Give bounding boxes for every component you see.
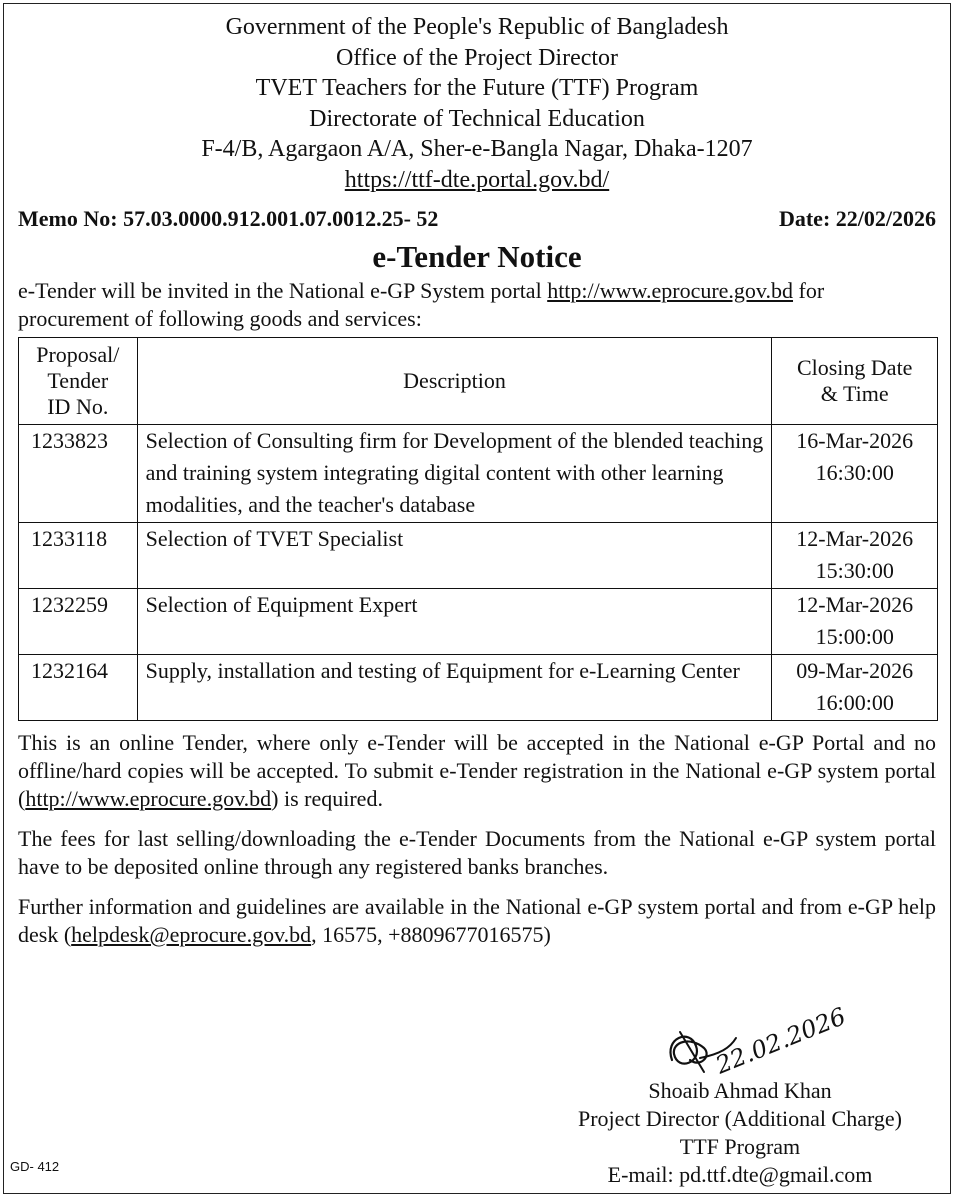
signatory-block	[540, 1077, 940, 1189]
signatory-designation: Project Director (Additional Charge)	[578, 1106, 902, 1131]
header-id-line1: Proposal/	[36, 342, 120, 367]
tender-description: Selection of Equipment Expert	[137, 589, 772, 655]
table-row	[19, 655, 938, 721]
header-date-line1: Closing Date	[796, 355, 913, 380]
address-line: F-4/B, Agargaon A/A, Sher-e-Bangla Nagar, Dhaka-1207	[201, 136, 753, 162]
intro-after: for procurement of following goods and services:	[18, 278, 825, 331]
p3-after: , 16575, +8809677016575)	[311, 922, 551, 947]
memo-date: Date: 22/02/2026	[778, 206, 936, 231]
tender-closing	[772, 523, 938, 589]
directorate-line: Directorate of Technical Education	[309, 105, 645, 132]
header-id-line2: Tender	[47, 368, 109, 393]
memo-number: Memo No: 57.03.0000.912.001.07.0012.25- 52	[18, 206, 439, 231]
header-tender-id	[19, 338, 138, 425]
closing-time: 15:00:00	[815, 624, 894, 649]
header-closing-date	[772, 338, 938, 425]
table-row	[19, 425, 938, 523]
tender-description: Supply, installation and testing of Equipment for e-Learning Center	[137, 655, 772, 721]
eprocure-link[interactable]: http://www.eprocure.gov.bd	[25, 786, 272, 811]
closing-time: 15:30:00	[815, 558, 894, 583]
fees-paragraph: The fees for last selling/downloading the e-Tender Documents from the National e-GP system portal have to be deposited online through any registered banks branches.	[18, 826, 936, 879]
eprocure-link[interactable]: http://www.eprocure.gov.bd	[547, 278, 794, 303]
header-id-line3: ID No.	[47, 394, 109, 419]
memo-row	[18, 205, 936, 233]
signatory-name: Shoaib Ahmad Khan	[648, 1078, 832, 1103]
table-header-row	[19, 338, 938, 425]
helpdesk-paragraph	[18, 893, 936, 949]
signature-date: 22.02.2026	[711, 1002, 850, 1080]
tender-id: 1232259	[19, 589, 138, 655]
closing-date: 12-Mar-2026	[796, 592, 914, 617]
tender-closing	[772, 589, 938, 655]
tender-id: 1232164	[19, 655, 138, 721]
helpdesk-email-link[interactable]: helpdesk@eprocure.gov.bd	[71, 922, 312, 947]
program-line: TVET Teachers for the Future (TTF) Program	[255, 75, 699, 101]
closing-date: 09-Mar-2026	[796, 658, 914, 683]
tender-closing	[772, 655, 938, 721]
closing-time: 16:00:00	[815, 690, 894, 715]
intro-text	[18, 277, 936, 333]
tender-closing	[772, 425, 938, 523]
gd-code: GD- 412	[10, 1159, 60, 1174]
p1-after: ) is required.	[271, 786, 383, 811]
letterhead	[4, 12, 950, 195]
notice-title: e-Tender Notice	[372, 239, 582, 274]
tender-description: Selection of Consulting firm for Development of the blended teaching and training system integrating digital content with other learning modalities, and the teacher's database	[137, 425, 772, 523]
tender-id: 1233823	[19, 425, 138, 523]
office-line: Office of the Project Director	[335, 44, 619, 71]
intro-before: e-Tender will be invited in the National e-GP System portal	[18, 278, 548, 303]
closing-date: 16-Mar-2026	[796, 428, 914, 453]
header-description: Description	[137, 338, 772, 425]
tender-id: 1233118	[19, 523, 138, 589]
header-date-line2: & Time	[820, 381, 889, 406]
table-row	[19, 523, 938, 589]
signatory-program: TTF Program	[679, 1134, 801, 1159]
tender-table	[18, 337, 938, 721]
tender-description: Selection of TVET Specialist	[137, 523, 772, 589]
closing-date: 12-Mar-2026	[796, 526, 914, 551]
website-link[interactable]: https://ttf-dte.portal.gov.bd/	[344, 166, 610, 193]
closing-time: 16:30:00	[815, 460, 894, 485]
government-line: Government of the People's Republic of Bangladesh	[225, 14, 729, 40]
p1-before: This is an online Tender, where only e-Tender will be accepted in the National e-GP Portal and no offline/hard copies will be accepted. To submit e-Tender registration in the National e-GP system portal (	[18, 730, 936, 811]
online-tender-paragraph	[18, 729, 936, 813]
p3-before: Further information and guidelines are available in the National e-GP system portal and from e-GP help desk (	[18, 894, 936, 947]
signatory-email: E-mail: pd.ttf.dte@gmail.com	[607, 1162, 873, 1187]
table-row	[19, 589, 938, 655]
